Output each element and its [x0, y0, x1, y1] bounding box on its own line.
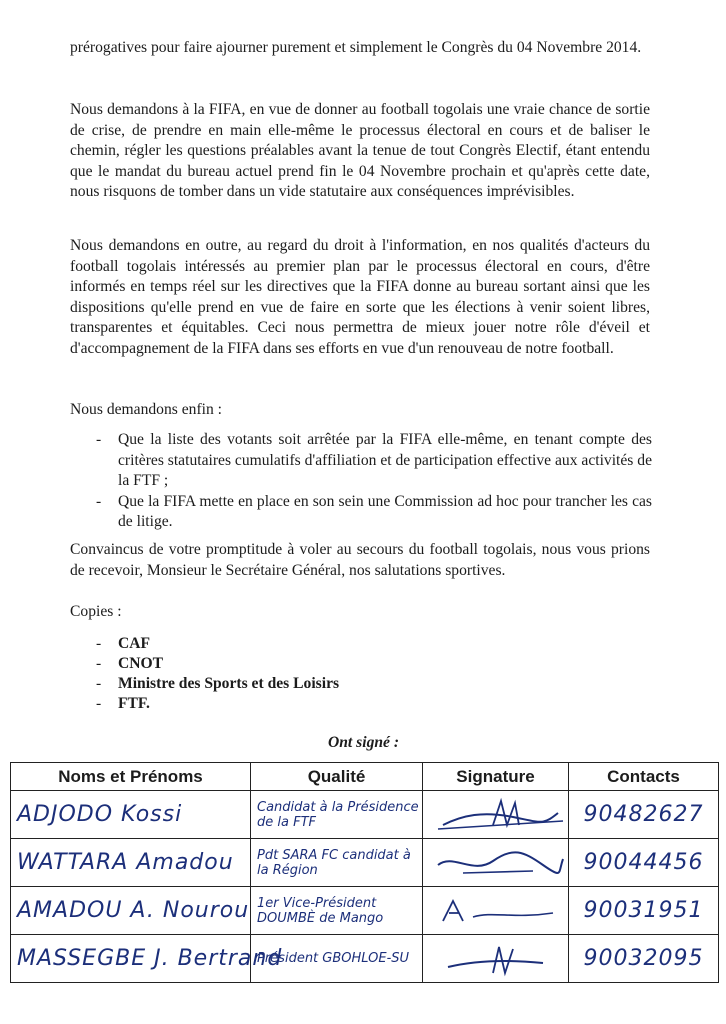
demands-list [96, 430, 652, 533]
list-item: - FTF. [96, 695, 150, 712]
signer-contact: 90031951 [583, 898, 704, 923]
copies-list [96, 634, 339, 714]
list-item: - CAF [96, 635, 151, 652]
signer-contact: 90482627 [583, 802, 704, 827]
table-row [11, 935, 719, 983]
signer-quality: Candidat à la Présidence de la FTF [257, 799, 419, 830]
copies-label: Copies : [70, 603, 122, 620]
header-quality: Qualité [251, 763, 423, 791]
signer-quality: Pdt SARA FC candidat à la Région [257, 847, 411, 878]
table-row [11, 887, 719, 935]
signer-quality: Président GBOHLOE-SU [257, 951, 410, 966]
signer-contact: 90044456 [583, 850, 704, 875]
paragraph-continuation: prérogatives pour faire ajourner purement et simplement le Congrès du 04 Novembre 2014. [70, 39, 642, 56]
paragraph-fifa-request: Nous demandons à la FIFA, en vue de donner au football togolais une vraie chance de sortie de crise, de prendre en main elle-même le processus électoral en cours et de baliser le chemin, régler les questions préalables avant la tenue de tout Congrès Electif, étant entendu que le mandat du bureau actuel prend fin le 04 Novembre prochain et qu'après cette date, nous risquons de tomber dans un vide statutaire aux conséquences imprévisibles. [70, 101, 650, 200]
list-item: - Que la FIFA mette en place en son sein une Commission ad hoc pour trancher les cas de litige. [96, 492, 652, 530]
signer-name: AMADOU A. Nourou [17, 898, 250, 923]
closing-paragraph: Convaincus de votre promptitude à voler au secours du football togolais, nous vous prions de recevoir, Monsieur le Secrétaire Général, nos salutations sportives. [70, 541, 650, 579]
signer-quality: 1er Vice-Président DOUMBÈ de Mango [257, 895, 384, 926]
handwritten-signature [423, 795, 569, 835]
header-names: Noms et Prénoms [11, 763, 251, 791]
list-item: - CNOT [96, 655, 164, 672]
table-header-row [11, 763, 719, 791]
signer-name: ADJODO Kossi [17, 802, 183, 827]
header-signature: Signature [423, 763, 569, 791]
table-row [11, 839, 719, 887]
signer-name: WATTARA Amadou [17, 850, 234, 875]
handwritten-signature [423, 939, 569, 979]
header-contacts: Contacts [569, 763, 719, 791]
signed-title: Ont signé : [328, 734, 400, 751]
list-item: - Que la liste des votants soit arrêtée par la FIFA elle-même, en tenant compte des critères statutaires cumulatifs d'affiliation et de participation effective aux activités de la FTF ; [96, 431, 652, 489]
table-row [11, 791, 719, 839]
signer-contact: 90032095 [583, 946, 704, 971]
handwritten-signature [423, 843, 569, 883]
paragraph-information-request: Nous demandons en outre, au regard du droit à l'information, en nos qualités d'acteurs du football togolais intéressés au premier plan par le processus électoral en cours, d'être informés en temps réel sur les directives que la FIFA donne au bureau sortant ainsi que les dispositions qu'elle prend en vue de faire en sorte que les élections à venir soient libres, transparentes et équitables. Ceci nous permettra de mieux jouer notre rôle d'éveil et d'accompagnement de la FIFA dans ses efforts en vue d'un renouveau de notre football. [70, 237, 650, 357]
paragraph-final-request: Nous demandons enfin : [70, 401, 223, 418]
handwritten-signature [423, 891, 569, 931]
list-item: - Ministre des Sports et des Loisirs [96, 675, 340, 692]
signatures-table [10, 762, 719, 983]
signer-name: MASSEGBE J. Bertrand [17, 946, 283, 971]
